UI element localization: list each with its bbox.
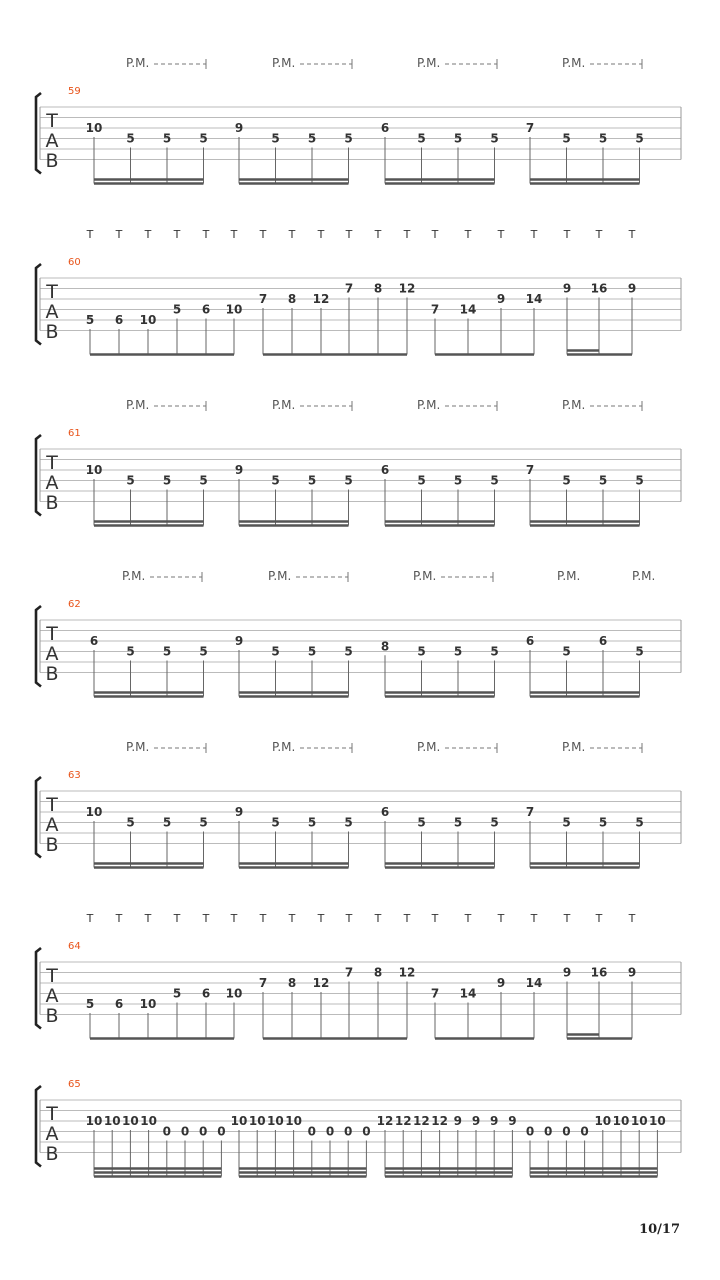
tab-clef-b: B <box>45 1005 59 1027</box>
fret-number: 5 <box>490 473 499 488</box>
fret-number: 5 <box>162 815 172 830</box>
fret-number: 9 <box>453 1114 462 1128</box>
fret-number: 0 <box>580 1124 589 1139</box>
fret-number: 5 <box>271 644 280 659</box>
tab-clef-b: B <box>45 150 59 172</box>
tab-system-61 <box>36 398 681 526</box>
fret-number: 12 <box>312 292 330 306</box>
tap-marker: T <box>317 912 325 925</box>
fret-number: 16 <box>590 281 608 296</box>
fret-number: 5 <box>562 473 571 488</box>
tap-marker: T <box>259 912 267 925</box>
fret-number: 6 <box>89 634 99 648</box>
tab-clef-a: A <box>45 472 59 494</box>
tap-marker: T <box>497 912 505 925</box>
fret-number: 5 <box>562 815 571 830</box>
measure-number: 63 <box>68 770 81 781</box>
tap-marker: T <box>530 912 538 925</box>
tap-marker: T <box>403 912 411 925</box>
fret-number: 8 <box>287 976 297 990</box>
fret-number: 7 <box>525 463 535 477</box>
tab-clef-a: A <box>45 130 59 152</box>
fret-number: 5 <box>417 131 426 146</box>
tab-clef-t: T <box>46 1103 58 1125</box>
fret-number: 5 <box>199 473 208 488</box>
tap-marker: T <box>345 912 353 925</box>
fret-number: 14 <box>459 302 477 317</box>
fret-number: 9 <box>496 292 506 306</box>
fret-number: 5 <box>271 815 280 830</box>
fret-number: 6 <box>380 805 390 819</box>
fret-number: 0 <box>344 1124 353 1139</box>
fret-number: 9 <box>508 1114 517 1128</box>
tab-clef-b: B <box>45 1143 59 1165</box>
tab-clef-a: A <box>45 985 59 1007</box>
fret-number: 9 <box>234 121 244 135</box>
tap-marker: T <box>464 912 472 925</box>
fret-number: 5 <box>344 473 353 488</box>
fret-number: 7 <box>525 121 535 135</box>
fret-number: 10 <box>85 805 103 819</box>
fret-number: 0 <box>562 1124 571 1139</box>
measure-number: 59 <box>68 86 81 97</box>
fret-number: 5 <box>453 815 463 830</box>
fret-number: 5 <box>172 986 182 1001</box>
tap-marker: T <box>464 228 472 241</box>
fret-number: 10 <box>139 313 157 327</box>
palm-mute-label: P.M. <box>122 569 146 583</box>
fret-number: 7 <box>525 805 535 819</box>
tap-marker: T <box>497 228 505 241</box>
fret-number: 5 <box>126 815 135 830</box>
palm-mute-label: P.M. <box>268 569 292 583</box>
fret-number: 5 <box>490 644 499 659</box>
tap-marker: T <box>144 228 152 241</box>
palm-mute-label: P.M. <box>126 56 150 70</box>
fret-number: 7 <box>430 986 440 1001</box>
fret-number: 5 <box>453 473 463 488</box>
tap-marker: T <box>563 228 571 241</box>
fret-number: 5 <box>271 473 280 488</box>
palm-mute-label: P.M. <box>413 569 437 583</box>
fret-number: 5 <box>307 473 317 488</box>
tap-marker: T <box>403 228 411 241</box>
fret-number: 9 <box>234 463 244 477</box>
fret-number: 9 <box>234 634 244 648</box>
tab-clef-t: T <box>46 965 58 987</box>
tab-system-60 <box>36 228 681 355</box>
fret-number: 10 <box>285 1114 302 1128</box>
fret-number: 9 <box>234 805 244 819</box>
fret-number: 5 <box>598 131 608 146</box>
fret-number: 0 <box>362 1124 371 1139</box>
fret-number: 12 <box>413 1114 430 1128</box>
fret-number: 6 <box>598 634 608 648</box>
fret-number: 0 <box>180 1124 190 1139</box>
tap-marker: T <box>595 912 603 925</box>
fret-number: 5 <box>453 131 463 146</box>
fret-number: 5 <box>162 644 172 659</box>
fret-number: 12 <box>398 965 416 980</box>
page-number: 10/17 <box>639 1222 680 1237</box>
tab-clef-a: A <box>45 301 59 323</box>
fret-number: 5 <box>271 131 280 146</box>
tab-clef-b: B <box>45 663 59 685</box>
measure-number: 64 <box>68 941 81 952</box>
fret-number: 10 <box>225 986 243 1001</box>
fret-number: 0 <box>307 1124 316 1139</box>
tap-marker: T <box>374 912 382 925</box>
tap-marker: T <box>628 228 636 241</box>
fret-number: 5 <box>85 313 95 327</box>
fret-number: 6 <box>201 302 211 317</box>
fret-number: 9 <box>562 281 572 296</box>
fret-number: 8 <box>373 281 383 296</box>
fret-number: 6 <box>380 121 390 135</box>
palm-mute-label: P.M. <box>417 398 441 412</box>
fret-number: 6 <box>380 463 390 477</box>
fret-number: 5 <box>126 131 135 146</box>
fret-number: 6 <box>114 313 124 327</box>
fret-number: 10 <box>140 1114 157 1128</box>
measure-number: 60 <box>68 257 81 268</box>
fret-number: 7 <box>258 292 268 306</box>
tab-clef-a: A <box>45 814 59 836</box>
fret-number: 8 <box>287 292 297 306</box>
fret-number: 8 <box>373 965 383 980</box>
tap-marker: T <box>230 228 238 241</box>
fret-number: 5 <box>126 473 135 488</box>
fret-number: 7 <box>344 965 354 980</box>
fret-number: 12 <box>398 281 416 296</box>
fret-number: 14 <box>525 292 543 306</box>
fret-number: 5 <box>199 815 208 830</box>
fret-number: 10 <box>612 1114 630 1128</box>
fret-number: 10 <box>630 1114 648 1128</box>
fret-number: 10 <box>267 1114 284 1128</box>
fret-number: 5 <box>344 131 353 146</box>
fret-number: 5 <box>453 644 463 659</box>
tap-marker: T <box>144 912 152 925</box>
fret-number: 0 <box>162 1124 171 1139</box>
fret-number: 9 <box>490 1114 499 1128</box>
tab-clef-t: T <box>46 794 58 816</box>
palm-mute-label: P.M. <box>562 56 586 70</box>
fret-number: 5 <box>162 131 172 146</box>
tap-marker: T <box>345 228 353 241</box>
fret-number: 5 <box>562 131 571 146</box>
fret-number: 10 <box>122 1114 139 1128</box>
fret-number: 10 <box>103 1114 121 1128</box>
fret-number: 5 <box>562 644 571 659</box>
fret-number: 5 <box>635 644 644 659</box>
tap-marker: T <box>173 228 181 241</box>
tap-marker: T <box>86 912 94 925</box>
tap-marker: T <box>374 228 382 241</box>
fret-number: 7 <box>344 281 354 296</box>
tap-marker: T <box>86 228 94 241</box>
tab-clef-a: A <box>45 1123 59 1145</box>
palm-mute-label: P.M. <box>272 56 296 70</box>
fret-number: 6 <box>114 997 124 1011</box>
palm-mute-label: P.M. <box>557 569 581 583</box>
fret-number: 10 <box>649 1114 666 1128</box>
tab-system-59 <box>36 56 681 184</box>
tab-clef-t: T <box>46 281 58 303</box>
fret-number: 6 <box>525 634 535 648</box>
tap-marker: T <box>288 228 296 241</box>
fret-number: 12 <box>312 976 330 990</box>
fret-number: 5 <box>199 131 208 146</box>
tab-system-63 <box>36 740 681 868</box>
tap-marker: T <box>230 912 238 925</box>
fret-number: 0 <box>199 1124 208 1139</box>
fret-number: 5 <box>635 473 644 488</box>
tap-marker: T <box>431 912 439 925</box>
tap-marker: T <box>595 228 603 241</box>
fret-number: 0 <box>544 1124 553 1139</box>
fret-number: 5 <box>162 473 172 488</box>
fret-number: 0 <box>217 1124 226 1139</box>
fret-number: 10 <box>85 121 103 135</box>
fret-number: 0 <box>325 1124 335 1139</box>
tap-marker: T <box>431 228 439 241</box>
palm-mute-label: P.M. <box>417 740 441 754</box>
fret-number: 5 <box>307 131 317 146</box>
tap-marker: T <box>259 228 267 241</box>
fret-number: 9 <box>471 1114 481 1128</box>
fret-number: 5 <box>172 302 182 317</box>
fret-number: 5 <box>126 644 135 659</box>
fret-number: 5 <box>85 997 95 1011</box>
fret-number: 0 <box>525 1124 535 1139</box>
fret-number: 12 <box>431 1114 448 1128</box>
tap-marker: T <box>115 228 123 241</box>
palm-mute-label: P.M. <box>562 398 586 412</box>
fret-number: 5 <box>598 815 608 830</box>
tab-clef-a: A <box>45 643 59 665</box>
fret-number: 12 <box>376 1114 394 1128</box>
tap-marker: T <box>628 912 636 925</box>
tap-marker: T <box>563 912 571 925</box>
fret-number: 9 <box>627 965 637 980</box>
fret-number: 5 <box>490 815 499 830</box>
fret-number: 14 <box>459 986 477 1001</box>
fret-number: 10 <box>230 1114 248 1128</box>
tap-marker: T <box>173 912 181 925</box>
fret-number: 8 <box>380 639 390 654</box>
tap-marker: T <box>317 228 325 241</box>
tap-marker: T <box>115 912 123 925</box>
fret-number: 5 <box>307 815 317 830</box>
palm-mute-label: P.M. <box>632 569 656 583</box>
tap-marker: T <box>202 912 210 925</box>
palm-mute-label: P.M. <box>126 398 150 412</box>
fret-number: 6 <box>201 986 211 1001</box>
fret-number: 16 <box>590 965 608 980</box>
palm-mute-label: P.M. <box>272 740 296 754</box>
palm-mute-label: P.M. <box>417 56 441 70</box>
tab-system-64 <box>36 912 681 1039</box>
palm-mute-label: P.M. <box>272 398 296 412</box>
tab-clef-b: B <box>45 492 59 514</box>
fret-number: 5 <box>417 473 426 488</box>
fret-number: 5 <box>307 644 317 659</box>
tab-system-62 <box>36 569 681 697</box>
fret-number: 9 <box>496 976 506 990</box>
tap-marker: T <box>202 228 210 241</box>
fret-number: 12 <box>394 1114 412 1128</box>
tab-clef-t: T <box>46 452 58 474</box>
tab-clef-b: B <box>45 321 59 343</box>
tap-marker: T <box>288 912 296 925</box>
tab-clef-t: T <box>46 623 58 645</box>
fret-number: 9 <box>627 281 637 296</box>
measure-number: 61 <box>68 428 81 439</box>
fret-number: 7 <box>430 302 440 317</box>
fret-number: 10 <box>85 1114 103 1128</box>
measure-number: 65 <box>68 1079 81 1090</box>
fret-number: 5 <box>344 644 353 659</box>
fret-number: 9 <box>562 965 572 980</box>
measure-number: 62 <box>68 599 81 610</box>
fret-number: 5 <box>598 473 608 488</box>
fret-number: 5 <box>490 131 499 146</box>
tab-clef-t: T <box>46 110 58 132</box>
palm-mute-label: P.M. <box>562 740 586 754</box>
fret-number: 10 <box>85 463 103 477</box>
fret-number: 5 <box>635 815 644 830</box>
fret-number: 5 <box>344 815 353 830</box>
tab-system-65 <box>36 1079 681 1177</box>
fret-number: 14 <box>525 976 543 990</box>
fret-number: 10 <box>594 1114 612 1128</box>
fret-number: 10 <box>248 1114 266 1128</box>
palm-mute-label: P.M. <box>126 740 150 754</box>
tab-clef-b: B <box>45 834 59 856</box>
fret-number: 5 <box>417 644 426 659</box>
fret-number: 5 <box>417 815 426 830</box>
tap-marker: T <box>530 228 538 241</box>
fret-number: 10 <box>225 302 243 317</box>
fret-number: 5 <box>635 131 644 146</box>
fret-number: 10 <box>139 997 157 1011</box>
fret-number: 5 <box>199 644 208 659</box>
fret-number: 7 <box>258 976 268 990</box>
